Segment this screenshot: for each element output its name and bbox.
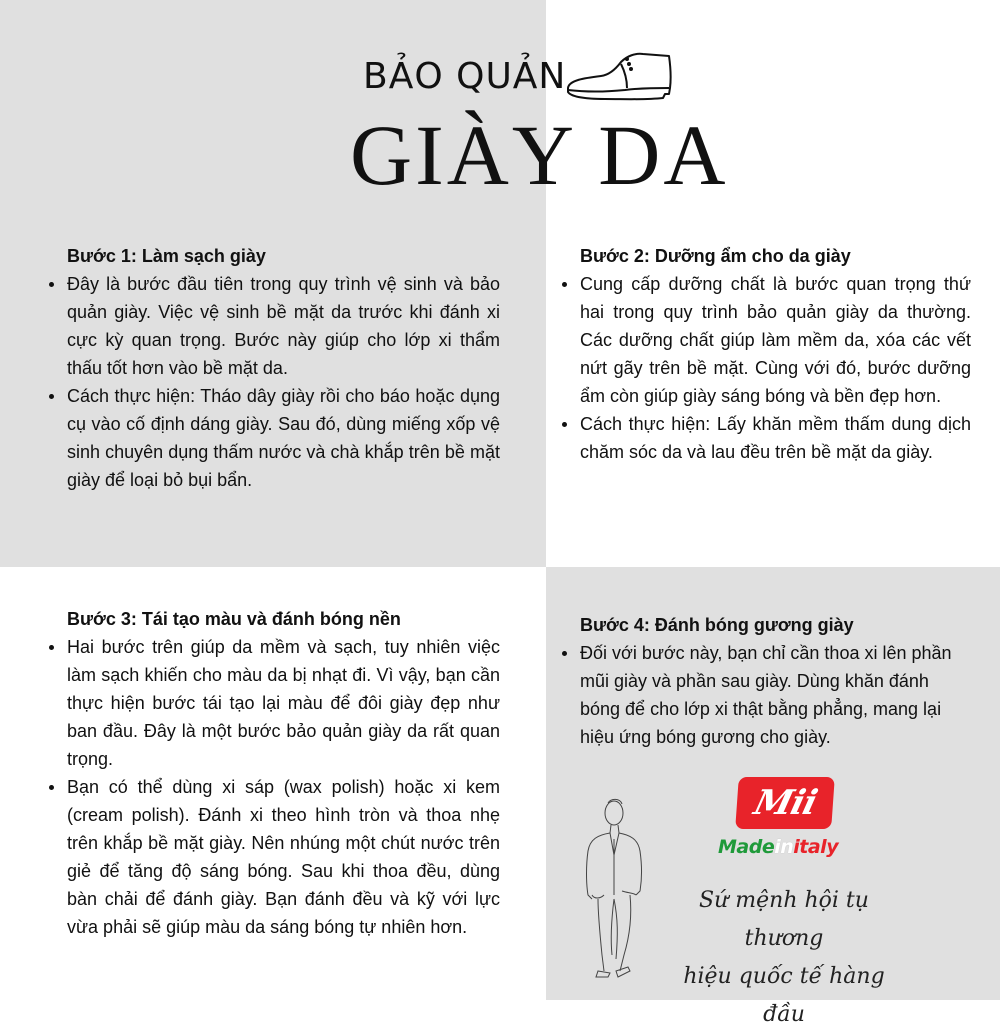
in-word: in (774, 836, 794, 858)
header-subtitle: BẢO QUẢN (363, 56, 567, 97)
step-4-list (554, 639, 971, 751)
list-item: Cách thực hiện: Lấy khăn mềm thấm dung dịch chăm sóc da và lau đều trên bề mặt da giày. (580, 410, 971, 466)
step-2-heading: Bước 2: Dưỡng ẩm cho da giày (580, 246, 851, 266)
step-3-section (41, 607, 500, 941)
shoe-icon (565, 50, 675, 105)
step-2-section (554, 244, 971, 466)
step-3-list (41, 633, 500, 941)
man-sketch-icon (578, 795, 648, 980)
made-in-italy-tagline (718, 836, 838, 858)
made-word: Made (718, 836, 775, 858)
step-1-list (41, 270, 500, 494)
brand-logo (735, 777, 835, 829)
italy-word: italy (793, 836, 839, 858)
list-item: Đây là bước đầu tiên trong quy trình vệ sinh và bảo quản giày. Việc vệ sinh bề mặt da trước khi đánh xi cực kỳ quan trọng. Bước này giúp cho lớp xi thẩm thấu tốt hơn vào bề mặt da. (67, 270, 500, 382)
step-1-section (41, 244, 500, 494)
list-item: Đối với bước này, bạn chỉ cần thoa xi lên phần mũi giày và phần sau giày. Dùng khăn đánh bóng để cho lớp xi thật bằng phẳng, mang lại hiệu ứng bóng gương cho giày. (580, 639, 971, 751)
step-4-section (554, 613, 971, 751)
step-3-heading: Bước 3: Tái tạo màu và đánh bóng nền (67, 609, 401, 629)
step-2-list (554, 270, 971, 466)
brand-slogan (664, 882, 904, 1034)
logo-text: Mii (749, 783, 821, 823)
page-title: GIÀY DA (350, 107, 729, 203)
list-item: Cách thực hiện: Tháo dây giày rồi cho báo hoặc dụng cụ vào cố định dáng giày. Sau đó, dùng miếng xốp vệ sinh chuyên dụng thấm nước và chà khắp trên bề mặt giày để loại bỏ bụi bẩn. (67, 382, 500, 494)
list-item: Cung cấp dưỡng chất là bước quan trọng thứ hai trong quy trình bảo quản giày da thường. Các dưỡng chất giúp làm mềm da, xóa các vết nứt gãy trên bề mặt. Cùng với đó, bước dưỡng ẩm còn giúp giày sáng bóng và bền đẹp hơn. (580, 270, 971, 410)
list-item: Hai bước trên giúp da mềm và sạch, tuy nhiên việc làm sạch khiến cho màu da bị nhạt đi. Vì vậy, bạn cần thực hiện bước tái tạo lại màu để đôi giày đẹp như ban đầu. Đây là một bước bảo quản giày da rất quan trọng. (67, 633, 500, 773)
step-4-heading: Bước 4: Đánh bóng gương giày (580, 615, 854, 635)
step-1-heading: Bước 1: Làm sạch giày (67, 246, 266, 266)
list-item: Bạn có thể dùng xi sáp (wax polish) hoặc xi kem (cream polish). Đánh xi theo hình tròn và thoa nhẹ trên khắp bề mặt giày. Nên nhúng một chút nước trên giẻ để tăng độ sáng bóng. Sau khi thoa đều, dùng bàn chải để đánh giày. Bạn đánh đều và kỹ với lực vừa phải sẽ giúp màu da sáng bóng tự nhiên hơn. (67, 773, 500, 941)
slogan-line-2: hiệu quốc tế hàng đầu (683, 964, 885, 1027)
slogan-line-1: Sứ mệnh hội tụ thương (699, 888, 869, 951)
